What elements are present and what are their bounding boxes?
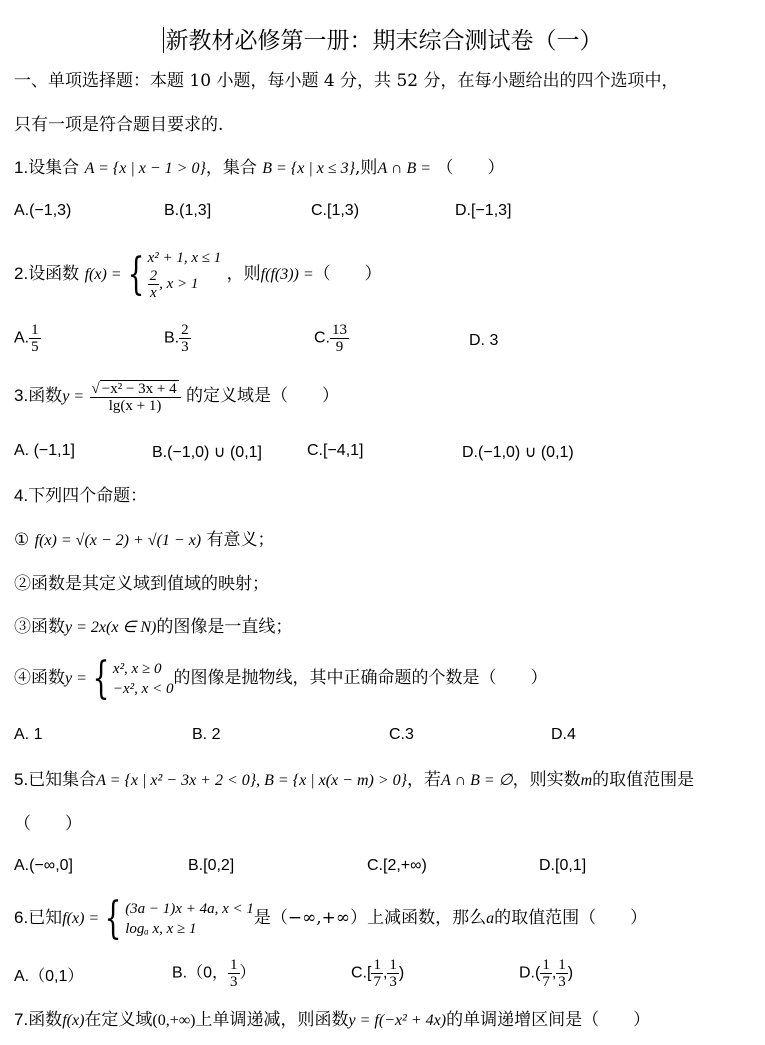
q4-proposition-2: ②函数是其定义域到值域的映射； (14, 574, 269, 594)
section-instructions-line1: 一、单项选择题：本题 10 小题，每小题 4 分，共 52 分，在每小题给出的四个选项中， (14, 71, 679, 91)
q1-set-b: B = {x | x ≤ 3} (262, 160, 356, 177)
q6-option-d: D.( $\frac{1}{7}$ , $\frac{1}{3}$ ) (519, 957, 574, 990)
q1-pre: 设集合 (28, 158, 80, 178)
q1-mid: ，集合 (205, 158, 257, 178)
q6-tail: 的取值范围（ ） (494, 908, 648, 928)
q4-p3-expr: y = 2x(x ∈ N) (65, 619, 157, 636)
q2-expr: f(f(3)) = (260, 266, 314, 283)
q6-options (14, 957, 755, 997)
q6-option-c-num-1: 1 (373, 957, 381, 973)
q5-option-a: A.(−∞,0] (14, 857, 73, 874)
q3-number: 3. (14, 386, 29, 405)
q1-option-d: D.[−1,3] (455, 202, 512, 219)
q6-brace: { (104, 892, 122, 944)
q2-cases (148, 248, 222, 301)
q2-brace: { (127, 248, 144, 300)
question-7 (14, 1009, 755, 1032)
q6-option-c-post: ) (398, 964, 405, 982)
q4-option-c: C.3 (389, 726, 414, 743)
q2-options (14, 322, 755, 362)
q2-post: ，则 (226, 264, 261, 284)
q2-option-b (164, 322, 191, 355)
q5-m: m (580, 772, 593, 789)
q4-number: 4. (14, 486, 29, 505)
q7-expr: y = f(−x² + 4x) (348, 1012, 447, 1029)
q6-option-b-frac (228, 957, 240, 990)
q4-p4-y: y = (65, 670, 87, 687)
q2-option-b-den: 3 (181, 339, 189, 355)
q5-cond: A ∩ B = ∅ (441, 772, 513, 789)
q6-option-b (172, 957, 256, 990)
question-1 (14, 157, 755, 180)
q3-denominator: lg(x + 1) (108, 397, 162, 414)
q5-option-c: C.[2,+∞) (367, 857, 427, 874)
q2-option-a (14, 322, 41, 355)
q7-domain: (0,+∞) (152, 1012, 196, 1029)
section-instructions-line2: 只有一项是符合题目要求的. (14, 115, 224, 135)
q1-option-b: B.(1,3] (164, 202, 212, 219)
q4-option-d: D.4 (551, 726, 576, 743)
q2-option-c (314, 322, 349, 355)
q4-options (14, 726, 755, 766)
q6-option-c-den-2: 3 (389, 974, 397, 990)
q5-options (14, 857, 755, 897)
q2-case-1: x² + 1, x ≤ 1 (147, 250, 222, 266)
q6-option-c-den-1: 7 (373, 974, 381, 990)
q7-mid2: 上单调递减，则函数 (195, 1010, 349, 1030)
q4-proposition-1 (14, 529, 755, 552)
q1-number: 1. (14, 158, 29, 177)
q5-option-b: B.[0,2] (188, 857, 235, 874)
q2-option-c-num: 13 (332, 322, 347, 338)
q6-cases (125, 899, 254, 939)
q2-number: 2. (14, 264, 29, 283)
q2-case-2-den: x (150, 285, 157, 301)
question-6 (14, 892, 755, 944)
q3-pre: 函数 (28, 386, 63, 406)
q5-post: ，则实数 (512, 770, 581, 790)
q1-option-c: C.[1,3) (311, 202, 360, 219)
q6-option-d-den-2: 3 (558, 974, 566, 990)
q6-option-d-frac-1 (540, 957, 552, 990)
q5-pre: 已知集合 (28, 770, 97, 790)
q3-fraction (90, 380, 181, 414)
q4-option-a: A. 1 (14, 726, 43, 743)
q4-proposition-4 (14, 652, 755, 704)
q5-number: 5. (14, 770, 29, 789)
q7-pre: 函数 (28, 1010, 63, 1030)
q6-option-d-num-1: 1 (542, 957, 550, 973)
q3-post: 的定义域是（ ） (186, 386, 340, 406)
q7-post: 的单调递增区间是（ ） (446, 1010, 651, 1030)
q2-option-a-den: 5 (31, 339, 39, 355)
q6-option-c: C.[ $\frac{1}{7}$ , $\frac{1}{3}$ ) (351, 957, 405, 990)
q2-case-2-num: 2 (149, 268, 158, 284)
q4-p4-tail: 的图像是抛物线，其中正确命题的个数是（ ） (173, 668, 548, 688)
q4-p4-cases (113, 659, 174, 699)
q2-option-d: D. 3 (469, 332, 499, 349)
q6-option-b-pre: B.（0， (172, 964, 229, 982)
q6-option-d-post: ) (567, 964, 574, 982)
q3-option-a: A. (−1,1] (14, 442, 75, 459)
q2-option-c-den: 9 (335, 339, 344, 355)
q6-option-d-pre: D.( (519, 964, 541, 982)
question-4 (14, 485, 755, 507)
q2-option-a-frac (29, 322, 41, 355)
question-5 (14, 769, 755, 792)
q6-option-b-post: ） (239, 964, 256, 982)
q2-case-2-tail: , x > 1 (159, 275, 199, 292)
q1-expr: A ∩ B = (377, 160, 432, 177)
q1-post: ,则 (355, 158, 378, 178)
q6-option-d-den-1: 7 (542, 974, 550, 990)
page-title (0, 22, 765, 55)
q6-option-b-num: 1 (230, 957, 238, 973)
q6-number: 6. (14, 908, 29, 927)
q5-tail: 的取值范围是 (592, 770, 695, 790)
q3-option-c: C.[−4,1] (307, 442, 364, 459)
q4-p4-brace: { (92, 652, 110, 704)
q2-option-b-label: B. (164, 329, 180, 347)
q1-set-a: A = {x | x − 1 > 0} (84, 160, 206, 177)
question-3 (14, 375, 755, 418)
q2-fname: f(x) = (84, 266, 122, 283)
q3-option-d: D.(−1,0) ∪ (0,1) (462, 444, 574, 461)
q6-option-d-num-2: 1 (558, 957, 566, 973)
q7-mid: 在定义域 (84, 1010, 153, 1030)
q1-blank: （ ） (436, 158, 505, 178)
text-cursor (163, 27, 164, 53)
q1-options (14, 202, 755, 242)
q4-p1-expr: f(x) = √(x − 2) + √(1 − x) (34, 532, 202, 549)
q6-a: a (486, 910, 495, 927)
title-text: 新教材必修第一册：期末综合测试卷（一） (165, 28, 603, 54)
q1-option-a: A.(−1,3) (14, 202, 72, 219)
q6-case-1: (3a − 1)x + 4a, x < 1 (125, 900, 254, 917)
q6-option-c-frac-1 (371, 957, 383, 990)
q2-option-a-label: A. (14, 329, 30, 347)
q6-pre: 已知 (28, 908, 63, 928)
q6-option-b-den: 3 (230, 974, 238, 990)
q4-proposition-3 (14, 616, 755, 639)
q3-numerator-radicand: −x² − 3x + 4 (101, 380, 177, 397)
q3-numerator: √ −x² − 3x + 4 (90, 380, 181, 398)
q2-pre: 设函数 (28, 264, 80, 284)
q5-blank: （ ） (14, 814, 82, 834)
q2-blank: （ ） (313, 264, 382, 284)
q6-post: 是（−∞,+∞）上减函数，那么 (253, 908, 487, 928)
q3-y: y = (62, 388, 85, 405)
question-2 (14, 248, 755, 301)
q4-p1-mark: ① (14, 530, 30, 550)
q4-option-b: B. 2 (192, 726, 221, 743)
q3-option-b: B.(−1,0) ∪ (0,1] (152, 444, 262, 461)
q5-option-d: D.[0,1] (539, 857, 587, 874)
q4-stem: 下列四个命题： (28, 486, 148, 506)
q4-p3-mark: ③函数 (14, 617, 65, 637)
q7-number: 7. (14, 1010, 29, 1029)
q4-p4-case-2: −x², x < 0 (112, 680, 174, 697)
q6-option-d-frac-2 (556, 957, 568, 990)
q3-options (14, 442, 755, 482)
q5-sets: A = {x | x² − 3x + 2 < 0}, B = {x | x(x − m) > 0} (96, 772, 408, 789)
q5-mid: ，若 (407, 770, 442, 790)
q4-p1-tail: 有意义； (206, 530, 275, 550)
q2-option-b-frac (179, 322, 191, 355)
q2-case-2-frac (148, 268, 160, 301)
q6-option-a: A.（0,1） (14, 968, 84, 985)
q6-case-2: logₐ x, x ≥ 1 (125, 920, 197, 937)
q6-option-c-num-2: 1 (389, 957, 397, 973)
q2-option-c-frac (330, 322, 349, 355)
q2-option-c-label: C. (314, 329, 330, 347)
q6-option-c-frac-2 (387, 957, 399, 990)
q2-option-b-num: 2 (181, 322, 189, 338)
q7-f: f(x) (62, 1012, 85, 1029)
q4-p4-case-1: x², x ≥ 0 (112, 660, 162, 677)
q4-p4-mark: ④函数 (14, 668, 65, 688)
q6-option-c-pre: C.[ (351, 964, 372, 982)
q6-fname: f(x) = (62, 910, 100, 927)
q2-option-a-num: 1 (31, 322, 39, 338)
q4-p3-tail: 的图像是一直线； (156, 617, 293, 637)
